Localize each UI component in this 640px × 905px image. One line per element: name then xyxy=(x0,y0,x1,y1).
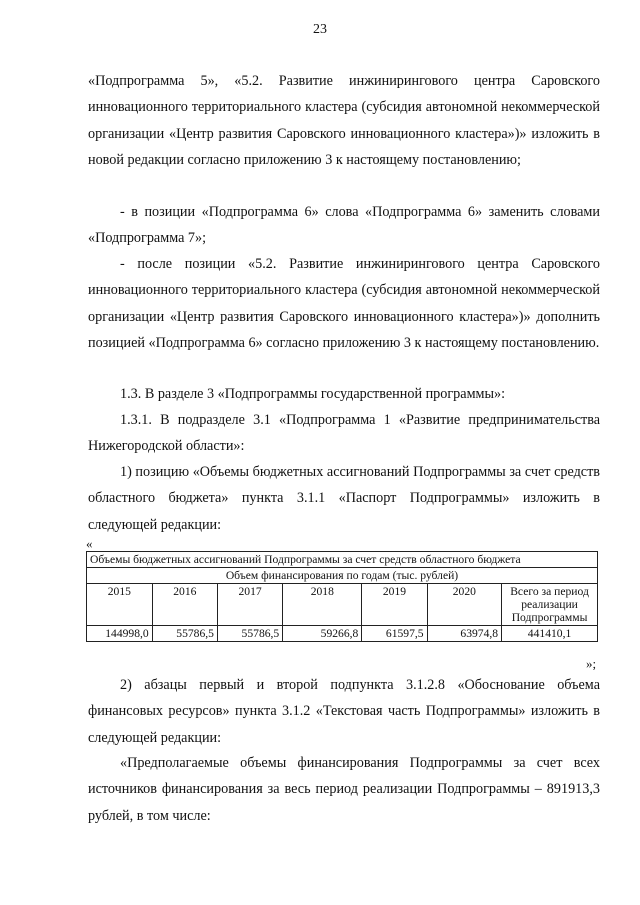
header-year: 2017 xyxy=(217,584,282,626)
paragraph-3: - после позиции «5.2. Развитие инжинирингового центра Саровского инновационного территориального кластера (субсидия автономной некоммерческой организации «Центр развития Саровского инновационного кластера»)» дополнить позицией «Подпрограмма 6» согласно приложению 3 к настоящему постановлению. xyxy=(88,256,600,351)
header-total: Всего за период реализации Подпрограммы xyxy=(502,584,598,626)
paragraph-5: 1.3.1. В подразделе 3.1 «Подпрограмма 1 «Развитие предпринимательства Нижегородской области»: xyxy=(88,412,600,455)
paragraph-1: «Подпрограмма 5», «5.2. Развитие инжинирингового центра Саровского инновационного территориального кластера (субсидия автономной некоммерческой организации «Центр развития Саровского инновационного кластера»)» изложить в новой редакции согласно приложению 3 к настоящему постановлению; xyxy=(88,73,600,168)
table-cell: 61597,5 xyxy=(362,626,427,642)
table-header-row xyxy=(87,584,598,626)
paragraph-8: «Предполагаемые объемы финансирования Подпрограммы за счет всех источников финансирования за весь период реализации Подпрограммы – 891913,3 рублей, в том числе: xyxy=(88,755,600,824)
table-cell-total: 441410,1 xyxy=(502,626,598,642)
header-year: 2016 xyxy=(152,584,217,626)
table-cell: 55786,5 xyxy=(152,626,217,642)
table-row xyxy=(87,626,598,642)
table-cell: 63974,8 xyxy=(427,626,501,642)
table-cell: 144998,0 xyxy=(87,626,153,642)
paragraph-6: 1) позицию «Объемы бюджетных ассигнований Подпрограммы за счет средств областного бюджета» пункта 3.1.1 «Паспорт Подпрограммы» изложить в следующей редакции: xyxy=(88,464,600,533)
header-year: 2020 xyxy=(427,584,501,626)
header-year: 2015 xyxy=(87,584,153,626)
paragraph-7: 2) абзацы первый и второй подпункта 3.1.2.8 «Обоснование объема финансовых ресурсов» пункта 3.1.2 «Текстовая часть Подпрограммы» изложить в следующей редакции: xyxy=(88,677,600,746)
paragraph-2: - в позиции «Подпрограмма 6» слова «Подпрограмма 6» заменить словами «Подпрограмма 7»; xyxy=(88,204,600,247)
quote-close: »; xyxy=(586,656,597,671)
table-cell: 55786,5 xyxy=(217,626,282,642)
table-subtitle: Объем финансирования по годам (тыс. рублей) xyxy=(87,568,598,584)
table-cell: 59266,8 xyxy=(283,626,362,642)
header-year: 2019 xyxy=(362,584,427,626)
header-year: 2018 xyxy=(283,584,362,626)
quote-open: « xyxy=(86,536,93,551)
page-number: 23 xyxy=(313,22,327,37)
table-title: Объемы бюджетных ассигнований Подпрограммы за счет средств областного бюджета xyxy=(87,552,598,568)
paragraph-4: 1.3. В разделе 3 «Подпрограммы государственной программы»: xyxy=(120,386,506,402)
budget-table xyxy=(86,551,598,642)
